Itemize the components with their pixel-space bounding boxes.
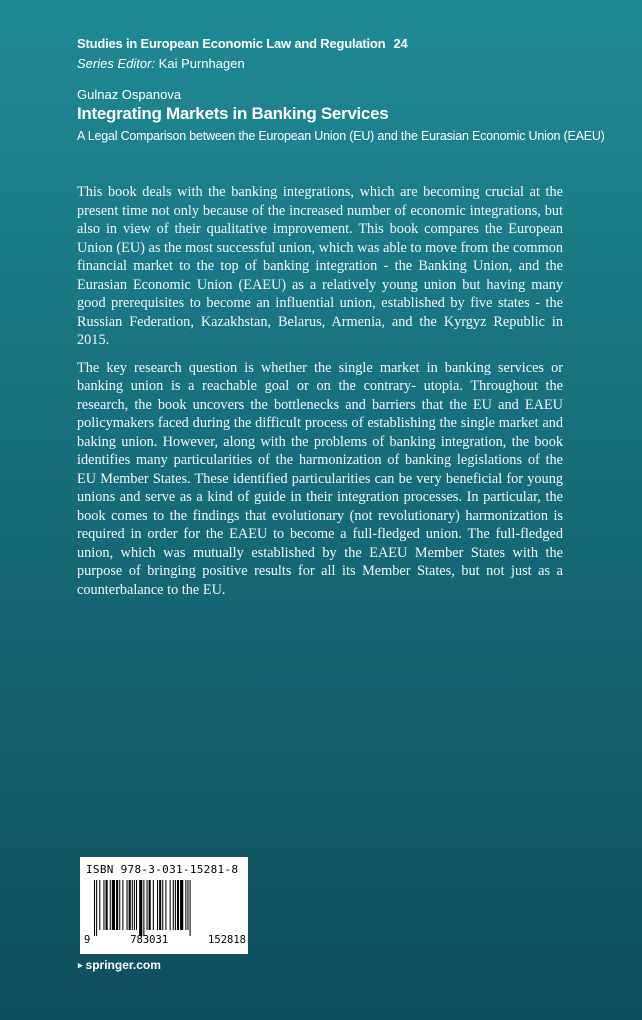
barcode-bar (190, 880, 191, 936)
barcode-bar (187, 880, 188, 930)
series-editor-label: Series Editor: (77, 56, 156, 71)
barcode-bar (139, 880, 142, 936)
arrow-icon: ▸ (78, 959, 83, 970)
publisher-site: springer.com (85, 958, 161, 972)
barcode-bar (165, 880, 166, 930)
series-number: 24 (393, 36, 408, 51)
barcode-bar (127, 880, 128, 930)
barcode-bar (175, 880, 176, 930)
barcode-bars (94, 880, 234, 936)
barcode-bar (94, 880, 95, 936)
barcode-bar (129, 880, 131, 930)
barcode-bar (147, 880, 148, 930)
barcode-bar (134, 880, 135, 930)
barcode-bar (119, 880, 120, 930)
blurb-paragraph-1: This book deals with the banking integrations, which are becoming crucial at the present time not only because of the increased number of economic integrations, but also in view of their qualitative improvement. This book compares the European Union (EU) as the most successful union, which was able to move from the common financial market to the top of banking integration - the Banking Union, and the Eurasian Economic Union (EAEU) as a relatively young union but having many good prerequisites to become an influential union, established by five states - the Russian Federation, Kazakhstan, Belarus, Armenia, and the Kyrgyz Republic in 2015. (77, 184, 563, 348)
book-author: Gulnaz Ospanova (77, 87, 182, 102)
barcode-bar (136, 880, 137, 930)
ean-right-group: 152818 (208, 934, 246, 946)
barcode-bar (143, 880, 144, 936)
barcode-bar (122, 880, 123, 930)
barcode-bar (103, 880, 104, 930)
barcode-bar (110, 880, 111, 930)
blurb (77, 183, 563, 608)
ean-first-digit: 9 (84, 934, 91, 946)
barcode-bar (162, 880, 163, 930)
barcode-bar (177, 880, 179, 930)
series-editor-name: Kai Purnhagen (158, 56, 245, 71)
barcode-bar (99, 880, 100, 930)
barcode-bar (153, 880, 154, 930)
blurb-paragraph-2: The key research question is whether the single market in banking services or banking union is a reachable goal or on the contrary- utopia. Throughout the research, the book uncovers the bottlenecks and barriers that the EU and EAEU policymakers faced during the difficult process of establishing the single market and baking union. However, along with the problems of banking integration, the book identifies many particularities of the harmonization of banking legislations of the EU Member States. These identified particularities can be very beneficial for young unions and serve as a kind of guide in their integration processes. In particular, the book comes to the findings that evolutionary (not revolutionary) harmonization is required in order for the EAEU to become a full-fledged union. The full-fledged union, which was mutually established by the EAEU Member States with the purpose of bringing positive results for all its Member States, but not just as a counterbalance to the EU. (77, 359, 563, 598)
barcode-bar (116, 880, 118, 930)
ean-left-group: 783031 (130, 934, 169, 946)
barcode-bar (185, 880, 186, 930)
isbn-barcode (80, 857, 248, 954)
barcode-bar (132, 880, 133, 930)
barcode-bar (180, 880, 183, 930)
barcode-bar (149, 880, 151, 930)
ean-digits (84, 934, 246, 946)
series-header (77, 36, 407, 51)
publisher-link[interactable] (78, 958, 161, 972)
book-title: Integrating Markets in Banking Services (77, 104, 389, 123)
isbn-label: ISBN 978-3-031-15281-8 (86, 863, 239, 876)
barcode-bar (157, 880, 158, 930)
barcode-bar (159, 880, 161, 930)
barcode-bar (170, 880, 171, 930)
barcode-bar (173, 880, 174, 930)
barcode-bar (106, 880, 108, 930)
barcode-bar (112, 880, 115, 930)
book-subtitle: A Legal Comparison between the European Union (EU) and the Eurasian Economic Union (EAEU) (77, 129, 605, 143)
series-editor (77, 56, 245, 71)
barcode-bar (96, 880, 97, 936)
series-title: Studies in European Economic Law and Regulation (77, 36, 386, 51)
